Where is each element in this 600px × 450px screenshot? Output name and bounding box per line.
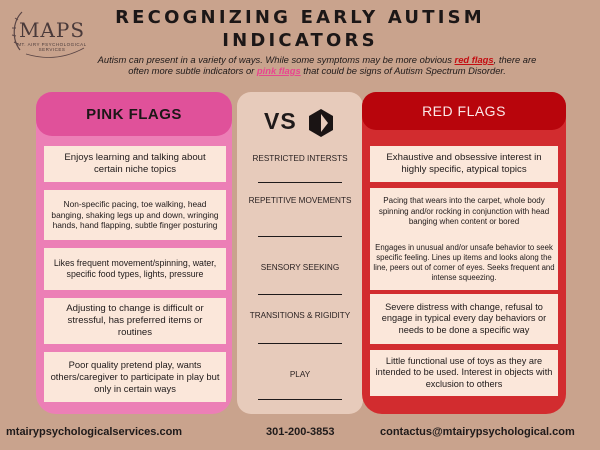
pink-flag-card: Likes frequent movement/spinning, water, specific food types, lights, pressure: [44, 248, 226, 290]
red-flag-card: Engages in unusual and/or unsafe behavior to seek specific feeling. Lines up items and looks along the line, peers out of corner of eyes. Seeks frequent and intense squeezing.: [370, 236, 558, 290]
red-flag-card: Exhaustive and obsessive interest in highly specific, atypical topics: [370, 146, 558, 182]
category-label: PLAY: [289, 370, 311, 379]
pink-flag-card: Poor quality pretend play, wants others/caregiver to participate in play but only in certain ways: [44, 352, 226, 402]
pink-flag-card: Adjusting to change is difficult or stressful, has preferred items or routines: [44, 298, 226, 344]
vs-badge: [262, 106, 338, 140]
category-label: TRANSITIONS & RIGIDITY: [249, 311, 351, 320]
intro-part-2: , there are often more subtle indicators or: [128, 54, 537, 76]
page-title: [110, 6, 490, 52]
vs-text: VS: [264, 108, 297, 134]
red-flags-link[interactable]: red flags: [454, 54, 494, 65]
red-flags-header: RED FLAGS: [362, 92, 566, 130]
category-divider: [258, 294, 342, 295]
red-flag-card: Little functional use of toys as they are intended to be used. Interest in objects with exclusion to others: [370, 350, 558, 396]
footer-website[interactable]: mtairypsychologicalservices.com: [6, 426, 183, 438]
title-line-1: RECOGNIZING EARLY AUTISM: [115, 7, 485, 28]
red-flag-card: Severe distress with change, refusal to engage in typical every day behaviors or needs to be done a specific way: [370, 294, 558, 344]
footer-email[interactable]: contactus@mtairypsychological.com: [380, 426, 575, 438]
logo-subtext: MT. AIRY PSYCHOLOGICAL SERVICES: [17, 42, 87, 52]
pink-flags-header: PINK FLAGS: [36, 92, 232, 136]
hexagon-icon: [306, 108, 336, 138]
category-divider: [258, 343, 342, 344]
category-divider: [258, 182, 342, 183]
logo: [6, 4, 98, 58]
categories-column: [237, 92, 363, 414]
intro-part-1: Autism can present in a variety of ways. While some symptoms may be more obvious: [97, 54, 455, 65]
category-divider: [258, 399, 342, 400]
category-divider: [258, 236, 342, 237]
pink-flags-link[interactable]: pink flags: [256, 65, 301, 76]
intro-text: [92, 54, 542, 76]
category-label: RESTRICTED INTERSTS: [252, 154, 348, 163]
category-label: SENSORY SEEKING: [260, 263, 340, 272]
footer-phone[interactable]: 301-200-3853: [266, 426, 335, 438]
title-line-2: INDICATORS: [222, 30, 378, 51]
logo-text: MAPS: [18, 18, 86, 42]
intro-part-3: that could be signs of Autism Spectrum Disorder.: [300, 65, 506, 76]
red-flag-card: Pacing that wears into the carpet, whole body spinning and/or rocking in conjunction with head banging when content or bored: [370, 188, 558, 236]
pink-flag-card: Non-specific pacing, toe walking, head banging, shaking legs up and down, wringing hands, hand flapping, subtle finger posturing: [44, 190, 226, 240]
pink-flag-card: Enjoys learning and talking about certain niche topics: [44, 146, 226, 182]
category-label: REPETITIVE MOVEMENTS: [248, 196, 352, 205]
